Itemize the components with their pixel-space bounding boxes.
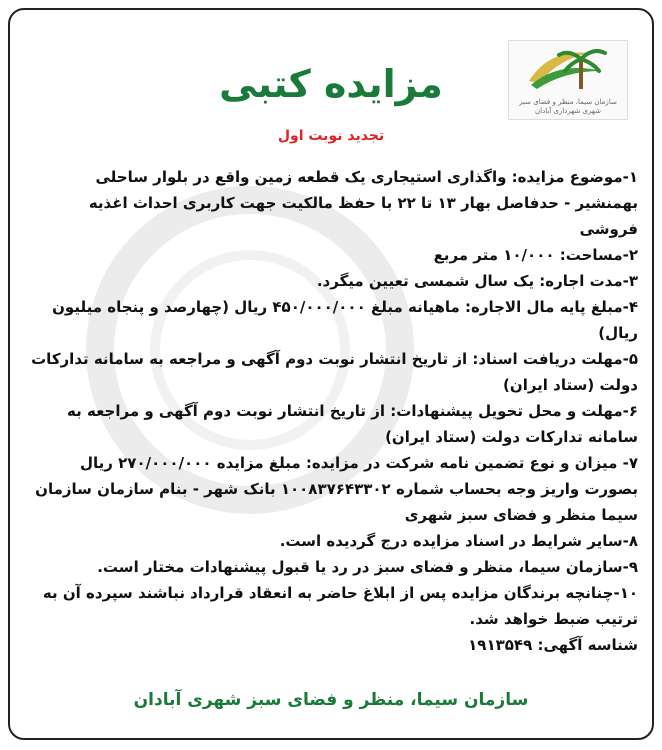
list-item: ۶-مهلت و محل تحویل پیشنهادات: از تاریخ انتشار نوبت دوم آگهی و مراجعه به سامانه تدارکات دولت (ستاد ایران) (67, 402, 638, 446)
ad-body (30, 164, 638, 658)
list-item: ۵-مهلت دریافت اسناد: از تاریخ انتشار نوبت دوم آگهی و مراجعه به سامانه تدارکات دولت (ستاد ایران) (31, 350, 638, 394)
list-item: ۳-مدت اجاره: یک سال شمسی تعیین میگرد. (316, 272, 638, 290)
list-item: ۷- میزان و نوع تضمین نامه شرکت در مزایده: مبلغ مزایده ۲۷۰/۰۰۰/۰۰۰ ریال بصورت واریز وجه بحساب شماره ۱۰۰۸۳۷۶۴۳۳۰۲ بانک شهر - بنام سازمان سازمان سیما منظر و فضای سبز شهری (35, 454, 638, 524)
logo-caption: سازمان سیما، منظر و فضای سبز شهری شهرداری آبادان (519, 98, 617, 115)
footer-organization: سازمان سیما، منظر و فضای سبز شهری آبادان (133, 690, 529, 710)
list-item: ۱۰-چنانچه برندگان مزایده پس از ابلاغ حاضر به انعقاد قرارداد نباشند سپرده آن به ترتیب ضبط خواهد شد. (42, 584, 638, 628)
page-subtitle: تجدید نوبت اول (277, 128, 385, 144)
list-item: ۸-سایر شرایط در اسناد مزایده درج گردیده است. (279, 532, 638, 550)
list-item: ۱-موضوع مزایده: واگذاری استیجاری یک قطعه زمین واقع در بلوار ساحلی بهمنشیر - حدفاصل بهار ۱۳ تا ۲۲ با حفظ مالکیت جهت کاربری احداث اغذیه فروشی (88, 168, 638, 238)
list-item: ۴-مبلغ پایه مال الاجاره: ماهیانه مبلغ ۴۵۰/۰۰۰/۰۰۰ ریال (چهارصد و پنجاه میلیون ریال) (52, 298, 638, 342)
page-title: مزایده کتبی (219, 62, 443, 106)
ad-frame (8, 8, 654, 740)
list-item: ۲-مساحت: ۱۰/۰۰۰ متر مربع (433, 246, 638, 264)
ad-id: شناسه آگهی: ۱۹۱۳۵۴۹ (468, 636, 638, 654)
list-item: ۹-سازمان سیما، منظر و فضای سبز در رد یا قبول پیشنهادات مختار است. (97, 558, 638, 576)
